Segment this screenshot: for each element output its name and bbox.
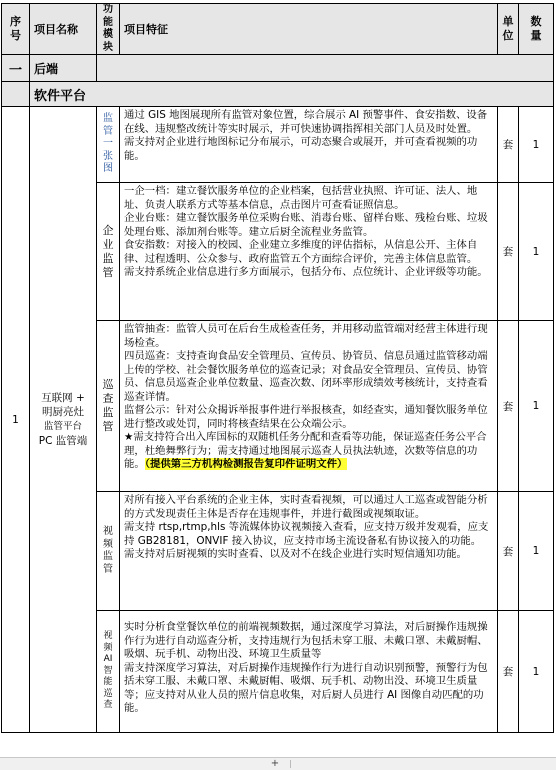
project-name: 互联网 + 明厨亮灶 监管平台 PC 监管端 xyxy=(30,107,97,733)
unit-cell: 套 xyxy=(498,492,519,611)
qty-cell: 1 xyxy=(519,183,554,321)
add-row-button[interactable]: + xyxy=(270,758,280,769)
section-title: 后端 xyxy=(30,55,97,82)
unit-cell: 套 xyxy=(498,321,519,492)
sheet-tab[interactable] xyxy=(290,760,351,768)
table-row xyxy=(2,107,554,183)
subsection-blank xyxy=(2,82,30,107)
header-qty: 数量 xyxy=(519,4,554,55)
features-cell: 监管抽查：监管人员可在后台生成检查任务，并用移动监管端对经营主体进行现场检查。 四员巡查：支持查询食品安全管理员、宣传员、协管员、信息员通过监管移动端上传的学校、社会餐饮服务单位的巡查记录；对食品安全管理员、宣传员、协管员、信息员巡查企业单位数量、巡查次数、闭环率形成绩效考核统计，支持查看巡查详情。 监督公示：针对公众揭诉举报事件进行举报核查，如经查实，通知餐饮服务单位进行整改或处罚，同时将核查结果在公众端公示。 ★需支持符合出入库国标的双随机任务分配和查看等功能，保证巡查任务公平合理，杜绝舞弊行为；需支持通过地图展示巡查人员执法轨迹，次数等信息的功能。（提供第三方机构检测报告复印件证明文件） xyxy=(120,321,498,492)
features-cell: 一企一档：建立餐饮服务单位的企业档案，包括营业执照、许可证、法人、地址、负责人联系方式等基本信息，点击图片可查看证照信息。 企业台账：建立餐饮服务单位采购台账、消毒台账、留样台账、残检台账、垃圾处理台账、添加剂台账等。建立后厨全流程业务监管。 食安指数：对接入的校园、企业建立多维度的评估指标，从信息公开、主体自律、过程透明、公众参与、政府监管五个方面综合评价，完善主体信息监管。 需支持系统企业信息进行多方面展示，包括分布、点位统计、企业评级等功能。 xyxy=(120,183,498,321)
project-no: 1 xyxy=(2,107,30,733)
unit-cell: 套 xyxy=(498,107,519,183)
sheet-tab-bar xyxy=(0,757,556,770)
qty-cell: 1 xyxy=(519,492,554,611)
qty-cell: 1 xyxy=(519,611,554,733)
module-cell: 视频AI智能巡查 xyxy=(97,611,120,733)
unit-cell: 套 xyxy=(498,183,519,321)
header-row xyxy=(2,4,554,55)
features-cell: 对所有接入平台系统的企业主体，实时查看视频，可以通过人工巡查或智能分析的方式发现责任主体是否存在违规事件，并进行截图或视频取证。 需支持 rtsp,rtmp,hls 等流媒体协议视频接入查看，应支持万级并发观看，应支持 GB28181，ONVIF 接入协议，应支持市场主流设备私有协议接入的功能。 需支持对后厨视频的实时查看、以及对不在线企业进行实时短信通知功能。 xyxy=(120,492,498,611)
spec-table xyxy=(1,3,554,733)
header-name: 项目名称 xyxy=(30,4,97,55)
header-module: 功能模块 xyxy=(97,4,120,55)
header-no: 序号 xyxy=(2,4,30,55)
features-cell: 通过 GIS 地图展现所有监管对象位置，综合展示 AI 预警事件、食安指数、设备在线、违规整改统计等实时展示，并可快速协调指挥相关部门人员及时处置。 需支持对企业进行地图标记分布展示，可动态聚合或展开，并可查看视频的功能。 xyxy=(120,107,498,183)
section-filler xyxy=(97,55,554,82)
subsection-title: 软件平台 xyxy=(30,82,554,107)
module-cell: 监管一张图 xyxy=(97,107,120,183)
unit-cell: 套 xyxy=(498,611,519,733)
highlight-note: （提供第三方机构检测报告复印件证明文件） xyxy=(144,458,348,470)
subsection-row xyxy=(2,82,554,107)
features-cell: 实时分析食堂餐饮单位的前端视频数据，通过深度学习算法，对后厨操作违规操作行为进行自动巡查分析，支持违规行为包括未穿工服、未戴口罩、未戴厨帽、吸烟、玩手机、动物出没、环境卫生质量等 需支持深度学习算法，对后厨操作违规操作行为进行自动识别预警，预警行为包括未穿工服、未戴口罩、未戴厨帽、吸烟、玩手机、动物出没、环境卫生质量等；应支持对从业人员的照片信息收集，对后厨人员进行 AI 图像自动匹配的功能。 xyxy=(120,611,498,733)
module-cell: 企业监管 xyxy=(97,183,120,321)
module-cell: 视频监管 xyxy=(97,492,120,611)
qty-cell: 1 xyxy=(519,321,554,492)
module-cell: 巡查监管 xyxy=(97,321,120,492)
qty-cell: 1 xyxy=(519,107,554,183)
section-marker: 一 xyxy=(2,55,30,82)
header-features: 项目特征 xyxy=(120,4,498,55)
header-unit: 单位 xyxy=(498,4,519,55)
section-row xyxy=(2,55,554,82)
